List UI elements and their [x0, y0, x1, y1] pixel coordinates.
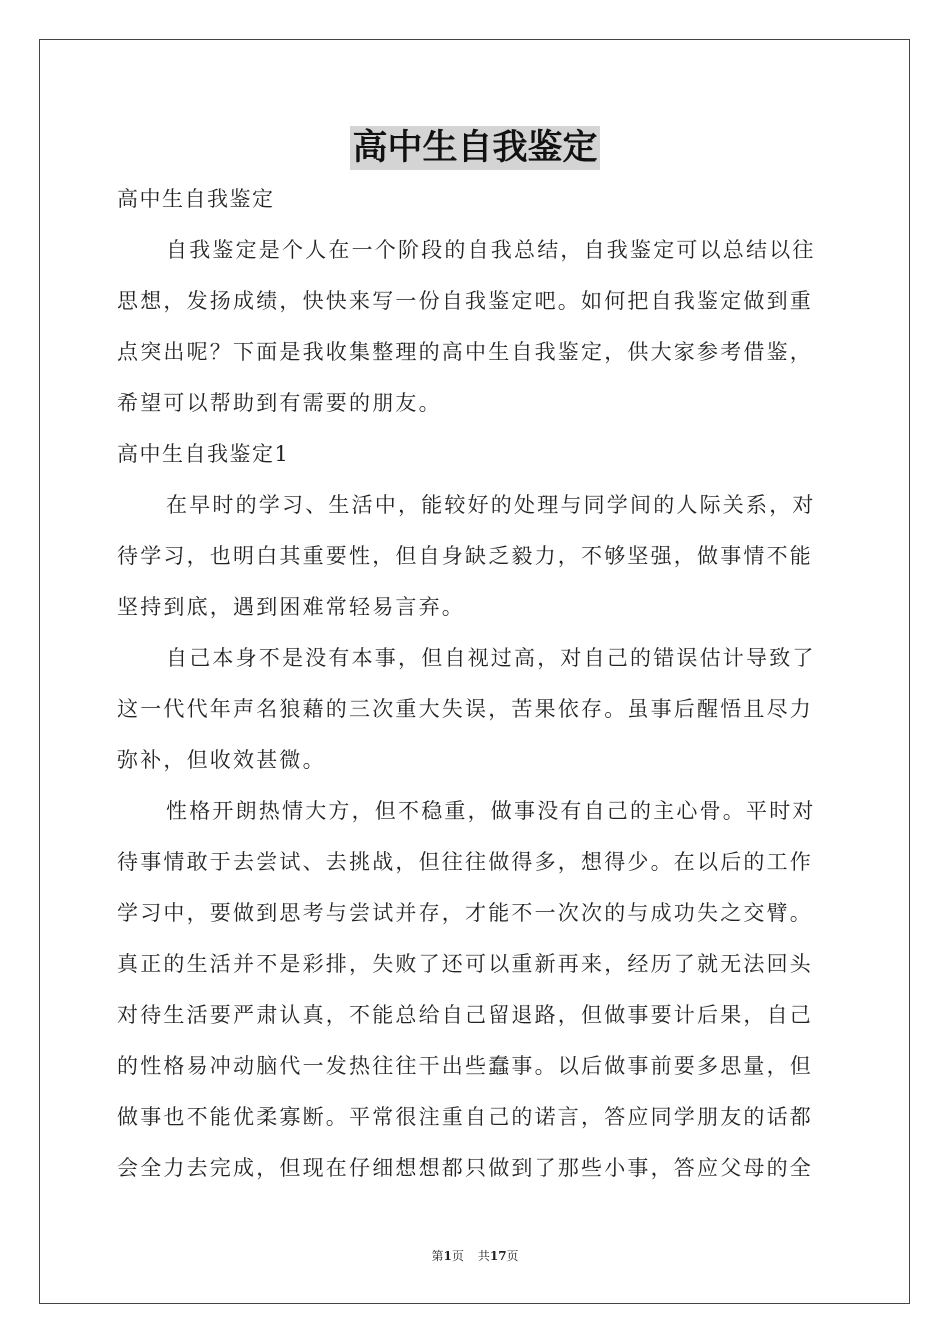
body-line: 自我鉴定是个人在一个阶段的自我总结，自我鉴定可以总结以往: [166, 238, 816, 262]
body-line: 坚持到底，遇到困难常轻易言弃。: [117, 595, 465, 619]
body-line: 会全力去完成，但现在仔细想想都只做到了那些小事，答应父母的全: [117, 1156, 813, 1180]
page-number: 1: [443, 1249, 452, 1263]
body-line: 对待生活要严肃认真，不能总给自己留退路，但做事要计后果，自己: [117, 1003, 813, 1027]
body-line: 点突出呢？下面是我收集整理的高中生自我鉴定，供大家参考借鉴，: [117, 340, 813, 364]
body-line: 的性格易冲动脑代一发热往往干出些蠢事。以后做事前要多思量，但: [117, 1054, 813, 1078]
total-suffix: 页: [506, 1249, 519, 1263]
body-line: 在早时的学习、生活中，能较好的处理与同学间的人际关系，对: [166, 493, 816, 517]
page-suffix: 页: [451, 1249, 464, 1263]
body-line: 希望可以帮助到有需要的朋友。: [117, 391, 442, 415]
body-line: 性格开朗热情大方，但不稳重，做事没有自己的主心骨。平时对: [166, 799, 816, 823]
body-line: 学习中，要做到思考与尝试并存，才能不一次次的与成功失之交臂。: [117, 901, 813, 925]
subtitle-line: 高中生自我鉴定: [117, 187, 275, 211]
body-line: 自己本身不是没有本事，但自视过高，对自己的错误估计导致了: [166, 646, 816, 670]
body-line: 做事也不能优柔寡断。平常很注重自己的诺言，答应同学朋友的话都: [117, 1105, 813, 1129]
body-line: 这一代代年声名狼藉的三次重大失误，苦果依存。虽事后醒悟且尽力: [117, 697, 813, 721]
page-prefix: 第: [431, 1249, 444, 1263]
total-pages: 17: [489, 1249, 507, 1263]
body-line: 弥补，但收效甚微。: [117, 748, 326, 772]
section-heading: 高中生自我鉴定1: [117, 442, 290, 466]
body-line: 待学习，也明白其重要性，但自身缺乏毅力，不够坚强，做事情不能: [117, 544, 813, 568]
total-prefix: 共: [477, 1249, 490, 1263]
document-body: [117, 178, 833, 1198]
document-title: 高中生自我鉴定: [352, 127, 598, 168]
body-line: 思想，发扬成绩，快快来写一份自我鉴定吧。如何把自我鉴定做到重: [117, 289, 813, 313]
body-line: 真正的生活并不是彩排，失败了还可以重新再来，经历了就无法回头: [117, 952, 813, 976]
page-footer: [0, 1247, 950, 1264]
body-line: 待事情敢于去尝试、去挑战，但往往做得多，想得少。在以后的工作: [117, 850, 813, 874]
title-area: [0, 126, 950, 170]
